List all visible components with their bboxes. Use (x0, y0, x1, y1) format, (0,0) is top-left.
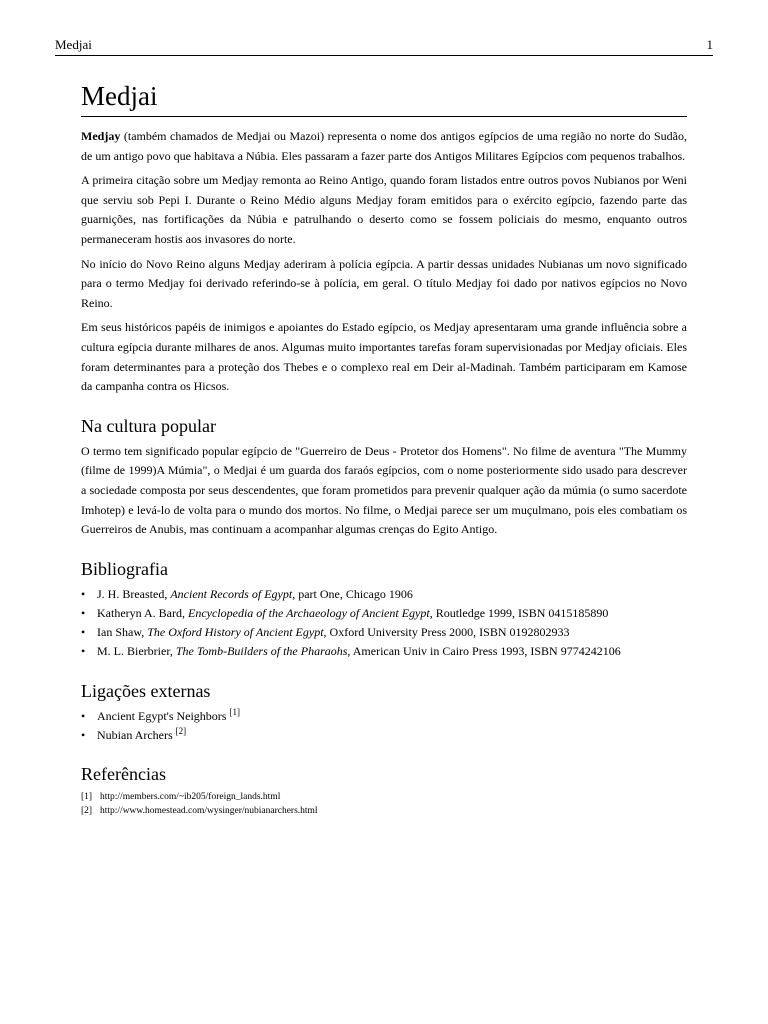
section-heading-culture: Na cultura popular (81, 415, 216, 436)
paragraph-new-kingdom: No início do Novo Reino alguns Medjay aderiram à polícia egípcia. A partir dessas unidades Nubianas um novo significado para o termo Medjay foi derivado referindo-se à polícia, em geral. O título Medjay foi dado por nativos egípcios no Novo Reino. (81, 256, 687, 310)
external-links-list (81, 707, 687, 745)
section-heading-external-links: Ligações externas (81, 680, 211, 701)
running-header-title: Medjai (55, 37, 92, 52)
paragraph-culture: O termo tem significado popular egípcio de "Guerreiro de Deus - Protetor dos Homens". No filme de aventura "The Mummy (filme de 1999)A Múmia", o Medjai é um guarda dos faraós egípcios, com o nome posteriormente sido usado para descrever a sociedade composta por seus descendentes, que foram prometidos para prevenir qualquer ação da múmia (o sumo sacerdote Imhotep) e levá-lo de volta para o mundo dos mortos. No filme, o Medjai parece ser um muçulmano, pois eles combatiam os Guerreiros de Anubis, mas continuam a acompanhar algumas crenças do Egito Antigo. (81, 443, 687, 537)
bibliography-item: • Katheryn A. Bard, Encyclopedia of the Archaeology of Ancient Egypt, Routledge 1999, ISBN 0415185890 (81, 604, 687, 623)
book-title: Encyclopedia of the Archaeology of Ancient Egypt (187, 605, 430, 620)
reference-url[interactable]: http://www.homestead.com/wysinger/nubianarchers.html (100, 806, 318, 817)
section-heading-bibliography: Bibliografia (81, 558, 168, 579)
reference-marker[interactable]: [1] (229, 706, 240, 717)
external-link-text[interactable]: Nubian Archers (97, 727, 176, 742)
intro-text: (também chamados de Medjai ou Mazoi) representa o nome dos antigos egípcios de uma região no norte do Sudão, de um antigo povo que habitava a Núbia. Eles passaram a fazer parte dos Antigos Militares Egípcios com pequenos trabalhos. (81, 129, 687, 163)
external-link-item[interactable] (81, 726, 687, 745)
external-link-text[interactable]: Ancient Egypt's Neighbors (97, 708, 230, 723)
book-title: The Tomb-Builders of the Pharaohs (175, 644, 348, 659)
paragraph-historical-roles: Em seus históricos papéis de inimigos e apoiantes do Estado egípcio, os Medjay apresentaram uma grande influência sobre a cultura egípcia durante milhares de anos. Algumas muito importantes tarefas foram supervisionadas por Medjay oficiais. Eles foram determinantes para a proteção dos Thebes e o complexo real em Deir al-Madinah. Também participaram em Kamose da campanha contra os Hicsos. (81, 320, 687, 394)
running-header (55, 37, 713, 56)
book-title: The Oxford History of Ancient Egypt (147, 625, 324, 640)
bibliography-list (81, 585, 687, 662)
page-number: 1 (706, 37, 713, 52)
intro-paragraph (81, 127, 687, 166)
book-title: Ancient Records of Egypt (170, 586, 293, 601)
bibliography-item: • Ian Shaw, The Oxford History of Ancient Egypt, Oxford University Press 2000, ISBN 0192802933 (81, 623, 687, 642)
reference-marker[interactable]: [2] (175, 725, 187, 736)
external-link-item[interactable] (81, 707, 687, 726)
reference-url[interactable]: http://members.com/~ib205/foreign_lands.html (100, 791, 281, 802)
references-list (81, 790, 687, 819)
reference-index: [2] (81, 806, 93, 817)
article-title: Medjai (81, 80, 687, 117)
reference-item (81, 804, 687, 819)
reference-index: [1] (81, 791, 93, 802)
bibliography-item: • J. H. Breasted, Ancient Records of Egypt, part One, Chicago 1906 (81, 585, 687, 604)
bibliography-item: • M. L. Bierbrier, The Tomb-Builders of the Pharaohs, American Univ in Cairo Press 1993, ISBN 9774242106 (81, 642, 687, 661)
section-heading-references: Referências (81, 763, 166, 784)
intro-term: Medjay (81, 129, 121, 143)
paragraph-first-citation: A primeira citação sobre um Medjay remonta ao Reino Antigo, quando foram listados entre outros povos Nubianos por Weni que serviu sob Pepi I. Durante o Reino Médio alguns Medjay foram emitidos para o exército egípcio, fazendo parte das guarnições, nas fortificações da Núbia e patrulhando o deserto como se fossem policiais do mesmo, enquanto outros permaneceram hostis aos invasores do norte. (81, 173, 687, 246)
reference-item (81, 790, 687, 805)
article-body (81, 80, 687, 819)
